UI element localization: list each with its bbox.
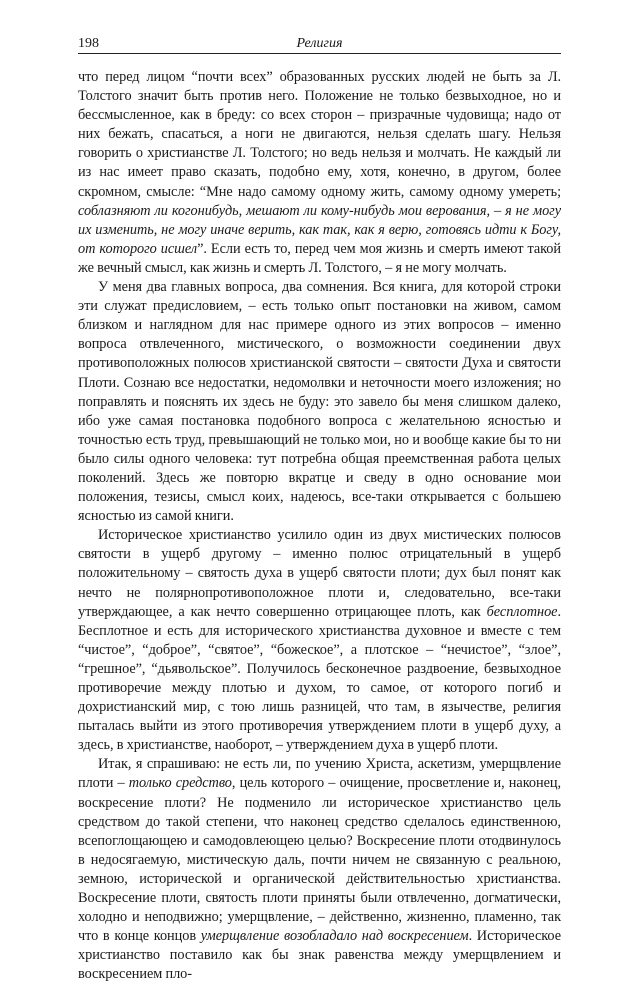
italic-run: соблазняют ли когонибудь, мешают ли кому-нибудь мои верования, – я не могу их изменить, не могу иначе верить, как так, как я верю, готовясь идти к Богу, от которого исшел xyxy=(78,202,561,257)
text-run: . Бесплотное и есть для исторического христианства духовное и вместе с тем “чистое”, “доброе”, “святое”, “божеское”, а плотское – “нечистое”, “злое”, “грешное”, “дьявольское”. Получилось бесконечное раздвоение, безвыходное противоречие между плотью и духом, то самое, от которого погиб и дохристианский мир, с тою лишь разницей, что там, в язычестве, религия пыталась выйти из этого противоречия утверждением плоти в ущерб духу, а здесь, в христианстве, наоборот, – утверждением духа в ущерб плоти. xyxy=(78,603,561,754)
text-run: У меня два главных вопроса, два сомнения. Вся книга, для которой строки эти служат предисловием, – есть только опыт постановки на живом, самом близком и наглядном для нас примере одного из этих вопросов – именно вопроса отвлеченного, мистического, о возможности соединении двух противоположных полюсов христианской святости – святости Духа и святости Плоти. Сознаю все недостатки, недомолвки и неточности моего изложения; но поправлять и пояснять их здесь не буду: это завело бы меня слишком далеко, ибо уже самая постановка подобного вопроса с желательною ясностью и точностью есть труд, превышающий не только мои, но и вообще какие бы то ни было силы одного человека: тут потребна общая преемственная работа целых поколений. Здесь же повторю вкратце и сведу в одно основание мои положения, тезисы, смысл коих, надеюсь, все-таки открывается с большею ясностью из самой книги. xyxy=(78,279,561,525)
italic-run: только средство xyxy=(128,775,232,792)
paragraph xyxy=(78,755,561,984)
text-run: ”. Если есть то, перед чем моя жизнь и смерть имеют такой же вечный смысл, как жизнь и смерть Л. Толстого, – я не могу молчать. xyxy=(78,240,561,276)
text-run: Историческое христианство усилило один из двух мистических полюсов святости в ущерб другому – именно полюс отрицательный в ущерб положительному – святость духа в ущерб святости плоти; дух был понят как нечто не полярнопротивоположное плоти и, следовательно, все-таки утверждающее, а как нечто совершенно отрицающее плоть, как xyxy=(78,527,561,620)
page-header xyxy=(78,34,561,53)
text-run: . Историческое христианство поставило как бы знак равенства между умерщвлением и воскресением пло- xyxy=(78,928,561,983)
paragraph xyxy=(78,68,561,278)
text-run: , цель которого – очищение, просветление и, наконец, воскресение плоти? Не подменило ли историческое христианство цель средством до такой степени, что наконец средство сделалось единственною, всепоглощающею и самодовлеющею целью? Воскресение плоти отодвинулось в недосягаемую, мистическую даль, почти ничем не связанную с реальною, земною, исторической и органической действительностью христианства. Воскресение плоти, святость плоти приняты были отвлеченно, догматически, холодно и неподвижно; умерщвление, – действенно, жизненно, пламенно, так что в конце концов xyxy=(78,775,561,945)
paragraph xyxy=(78,278,561,526)
paragraph xyxy=(78,526,561,755)
running-title: Религия xyxy=(296,36,343,51)
italic-run: бесплотное xyxy=(486,603,558,620)
book-page xyxy=(78,34,561,985)
header-rule xyxy=(78,53,561,54)
text-run: что перед лицом “почти всех” образованных русских людей не быть за Л. Толстого значит быть против него. Положение не только безвыходное, но и бессмысленное, как в бреду: со всех сторон – призрачные чудовища; надо от них бежать, спасаться, а ноги не двигаются, нельзя сделать шагу. Нельзя говорить о христианстве Л. Толстого; но ведь нельзя и молчать. Не каждый ли из нас имеет право сказать, подобно ему, хотя, конечно, в другом, более скромном, смысле: “Мне надо самому одному жить, самому одному умереть; xyxy=(78,69,561,200)
page-number: 198 xyxy=(78,36,99,51)
text-run: Итак, я спрашиваю: не есть ли, по учению Христа, аскетизм, умерщвление плоти – xyxy=(78,756,561,792)
italic-run: умерщвление возобладало над воскресением xyxy=(200,928,469,945)
body-text xyxy=(78,68,561,985)
